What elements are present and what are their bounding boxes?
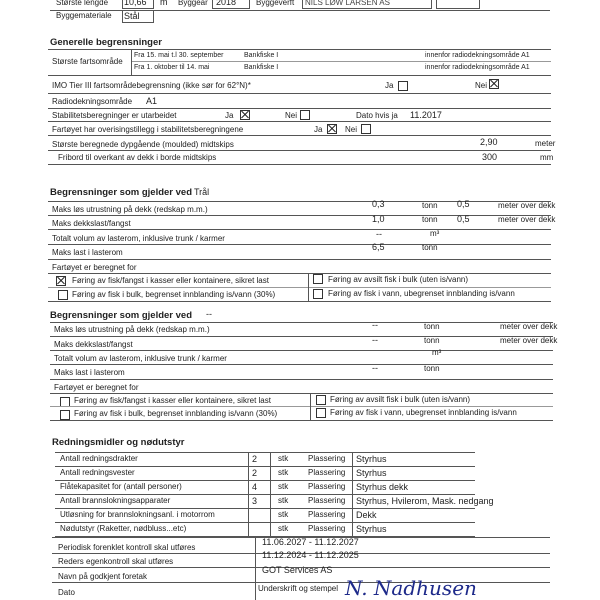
redning-col-line	[352, 452, 353, 536]
b2-line-350	[50, 350, 553, 351]
b1-title: Begrensninger som gjelder ved	[50, 187, 193, 198]
b1-row1-unit: tonn	[422, 201, 438, 210]
b1-opt3-checkbox[interactable]	[58, 290, 68, 300]
b1-row1-label: Maks løs utrustning på dekk (redskap m.m.)	[52, 205, 208, 214]
redning-row-plassering: Plassering	[308, 524, 346, 533]
signature: N. Nadhusen	[345, 576, 477, 600]
storste-lengde-label: Største lengde	[56, 0, 109, 7]
b1-opt-divider	[308, 273, 309, 301]
overising-ja-checkbox[interactable]	[327, 124, 337, 134]
b2-opt-divider	[310, 393, 311, 420]
overising-ja-label: Ja	[314, 125, 323, 134]
b1-row1-val: 0,3	[372, 199, 385, 209]
imo-nei-label: Nei	[475, 81, 488, 90]
egenkontroll-label: Reders egenkontroll skal utføres	[58, 557, 174, 566]
dato-label: Dato	[58, 588, 75, 597]
b1-row1-val2: 0,5	[457, 199, 470, 209]
b2-ved-value: --	[206, 309, 212, 319]
byggemateriale-label: Byggemateriale	[56, 11, 112, 20]
imo-label: IMO Tier III fartsområdebegrensning (ikke sør for 62°N)*	[52, 81, 251, 90]
byggeverft-value: NILS LØW LARSEN AS	[305, 0, 390, 7]
redning-row-place: Styrhus dekk	[356, 482, 409, 492]
period1-note: innenfor radiodekningsområde A1	[425, 52, 530, 59]
period2-value: Bankfiske I	[244, 64, 279, 71]
redning-col-line	[248, 452, 249, 536]
b2-row1-label: Maks løs utrustning på dekk (redskap m.m.)	[54, 325, 210, 334]
foretak-value: GOT Services AS	[262, 565, 333, 575]
b1-row4-val: 6,5	[372, 242, 385, 252]
b2-row3-label: Totalt volum av lasterom, inklusive trunk / karmer	[54, 354, 227, 363]
b1-row3-val: --	[376, 229, 382, 239]
b2-row1-unit: tonn	[424, 322, 440, 331]
b1-row1-unit2: meter over dekk	[498, 201, 556, 210]
redning-line	[55, 508, 475, 509]
redning-row-label: Antall brannslokningsapparater	[60, 496, 171, 505]
redning-row-place: Styrhus, Hvilerom, Mask. nedgang	[356, 496, 494, 506]
line-121	[48, 121, 551, 122]
redning-line	[55, 452, 475, 453]
imo-ja-label: Ja	[385, 81, 394, 90]
stab-ja-checkbox[interactable]	[240, 110, 250, 120]
redning-row-stk: stk	[278, 524, 289, 533]
b1-beregnet-label: Fartøyet er beregnet for	[52, 263, 137, 272]
redning-row-plassering: Plassering	[308, 468, 346, 477]
byggeverft-label: Byggeverft	[256, 0, 295, 7]
b2-opt2-label: Føring av avsilt fisk i bulk (uten is/vann)	[330, 395, 471, 404]
redning-row-plassering: Plassering	[308, 454, 346, 463]
dypgaende-value: 2,90	[480, 137, 498, 147]
b1-row2-label: Maks dekkslast/fangst	[52, 219, 131, 228]
redning-row-plassering: Plassering	[308, 482, 346, 491]
b2-opt1-label: Føring av fisk/fangst i kasser eller kontainere, sikret last	[74, 396, 271, 405]
byggear-label: Byggeår	[178, 0, 208, 7]
fribord-unit: mm	[540, 153, 554, 162]
imo-ja-checkbox[interactable]	[398, 81, 408, 91]
b1-opt2-checkbox[interactable]	[313, 274, 323, 284]
generelle-title: Generelle begrensninger	[50, 37, 162, 48]
b1-opt1-checkbox[interactable]	[56, 276, 66, 286]
redning-row-count: 3	[252, 496, 258, 506]
redning-row-plassering: Plassering	[308, 510, 346, 519]
line-75	[48, 75, 551, 76]
redning-row-stk: stk	[278, 510, 289, 519]
b1-line-287	[48, 287, 551, 288]
foretak-label: Navn på godkjent foretak	[58, 572, 147, 581]
redning-row-stk: stk	[278, 454, 289, 463]
overising-label: Fartøyet har overisingstillegg i stabilitetsberegningene	[52, 125, 244, 134]
redning-row-label: Antall redningsvester	[60, 468, 135, 477]
b1-line-229	[48, 229, 551, 230]
b2-opt3-checkbox[interactable]	[60, 410, 70, 420]
b2-line-336	[50, 336, 553, 337]
generelle-top-line	[48, 49, 551, 50]
redning-row-label: Utløsning for brannslokningsanl. i motorrom	[60, 510, 215, 519]
b1-opt4-label: Føring av fisk i vann, ubegrenset innblanding is/vann	[328, 289, 515, 298]
redning-line	[55, 466, 475, 467]
redning-row-stk: stk	[278, 496, 289, 505]
redning-row-count: 2	[252, 454, 258, 464]
stab-nei-label: Nei	[285, 111, 298, 120]
b2-row1-val: --	[372, 320, 378, 330]
redning-row-stk: stk	[278, 482, 289, 491]
line-135	[48, 135, 551, 136]
b2-line-420	[50, 420, 553, 421]
b2-row1-unit2: meter over dekk	[500, 322, 558, 331]
redning-line	[55, 494, 475, 495]
b2-line-393	[50, 393, 553, 394]
b2-row2-val: --	[372, 335, 378, 345]
line-93	[48, 93, 551, 94]
period1-value: Bankfiske I	[244, 52, 279, 59]
dato-hvis-ja-value: 11.2017	[410, 110, 442, 120]
period1-label: Fra 15. mai t.l 30. september	[134, 52, 224, 59]
b2-row4-label: Maks last i lasterom	[54, 368, 125, 377]
periodisk-label: Periodisk forenklet kontroll skal utføres	[58, 543, 196, 552]
b2-line-379	[50, 379, 553, 380]
b1-line-259	[48, 259, 551, 260]
fartsomrade-divider	[131, 49, 132, 75]
b1-opt2-label: Føring av avsilt fisk i bulk (uten is/vann)	[328, 275, 469, 284]
dypgaende-unit: meter	[535, 139, 556, 148]
b1-opt4-checkbox[interactable]	[313, 289, 323, 299]
redning-row-place: Styrhus	[356, 454, 387, 464]
b1-row2-unit: tonn	[422, 215, 438, 224]
storste-lengde-value: 10,66	[124, 0, 147, 7]
redning-line	[55, 480, 475, 481]
b2-line-322	[50, 322, 553, 323]
period2-label: Fra 1. oktober til 14. mai	[134, 64, 210, 71]
b2-opt2-checkbox[interactable]	[316, 395, 326, 405]
b1-opt1-label: Føring av fisk/fangst i kasser eller kontainere, sikret last	[72, 276, 269, 285]
b1-line-301	[48, 301, 551, 302]
b1-row2-unit2: meter over dekk	[498, 215, 556, 224]
radio-value: A1	[146, 96, 158, 106]
fribord-label: Fribord til overkant av dekk i borde midtskips	[58, 153, 217, 162]
redning-row-count: 2	[252, 468, 258, 478]
redning-row-place: Dekk	[356, 510, 377, 520]
stab-nei-checkbox[interactable]	[300, 110, 310, 120]
fribord-value: 300	[482, 152, 498, 162]
dato-hvis-ja-label: Dato hvis ja	[356, 111, 398, 120]
underskrift-label: Underskrift og stempel	[258, 584, 339, 593]
egenkontroll-value: 11.12.2024 - 11.12.2025	[262, 550, 359, 560]
overising-nei-checkbox[interactable]	[361, 124, 371, 134]
line-150	[48, 150, 551, 151]
redning-row-count: 4	[252, 482, 258, 492]
redning-row-label: Nødutstyr (Raketter, nødbluss...etc)	[60, 524, 187, 533]
b2-line-364	[50, 364, 553, 365]
b2-row2-unit: tonn	[424, 336, 440, 345]
b2-title: Begrensninger som gjelder ved	[50, 310, 193, 321]
unit-m: m	[160, 0, 168, 7]
b1-row4-unit: tonn	[422, 243, 438, 252]
b1-ved-value: Trål	[194, 187, 210, 197]
overising-nei-label: Nei	[345, 125, 358, 134]
b2-row2-label: Maks dekkslast/fangst	[54, 340, 133, 349]
b1-row2-val2: 0,5	[457, 214, 470, 224]
b1-row4-label: Maks last i lasterom	[52, 248, 123, 257]
period2-note: innenfor radiodekningsområde A1	[425, 64, 530, 71]
b2-row3-unit: m³	[432, 348, 442, 357]
redning-row-label: Flåtekapasitet for (antall personer)	[60, 482, 182, 491]
line-108	[48, 108, 551, 109]
b2-row4-unit: tonn	[424, 364, 440, 373]
byggear-value: 2018	[216, 0, 237, 7]
storste-fartsomrade-label: Største fartsområde	[52, 57, 123, 66]
b1-opt3-label: Føring av fisk i bulk, begrenset innblanding is/vann (30%)	[72, 290, 276, 299]
b1-row3-unit: m³	[430, 229, 440, 238]
top-extra-field	[436, 0, 480, 9]
radio-label: Radiodekningsområde	[52, 97, 133, 106]
redning-row-place: Styrhus	[356, 468, 387, 478]
b1-line-244	[48, 244, 551, 245]
redning-row-stk: stk	[278, 468, 289, 477]
redning-title: Redningsmidler og nødutstyr	[52, 437, 185, 448]
b2-row4-val: --	[372, 363, 378, 373]
kontroll-divider	[255, 537, 256, 600]
periodisk-value: 11.06.2027 - 11.12.2027	[262, 537, 359, 547]
b2-opt4-checkbox[interactable]	[316, 408, 326, 418]
b1-row3-label: Totalt volum av lasterom, inklusive trunk / karmer	[52, 234, 225, 243]
dypgaende-label: Største beregnede dypgående (moulded) midtskips	[52, 140, 234, 149]
redning-row-label: Antall redningsdrakter	[60, 454, 138, 463]
line-164	[48, 164, 551, 165]
b2-beregnet-label: Fartøyet er beregnet for	[54, 383, 139, 392]
redning-line	[55, 522, 475, 523]
byggemateriale-value: Stål	[124, 11, 140, 21]
b2-line-406	[50, 406, 553, 407]
imo-nei-checkbox[interactable]	[489, 79, 499, 89]
b1-line-201	[48, 201, 551, 202]
b1-line-215	[48, 215, 551, 216]
stab-ja-label: Ja	[225, 111, 234, 120]
b1-row2-val: 1,0	[372, 214, 385, 224]
b2-opt3-label: Føring av fisk i bulk, begrenset innblanding is/vann (30%)	[74, 409, 278, 418]
b2-opt4-label: Føring av fisk i vann, ubegrenset innblanding is/vann	[330, 408, 517, 417]
redning-row-place: Styrhus	[356, 524, 387, 534]
b2-row2-unit2: meter over dekk	[500, 336, 558, 345]
b1-line-273	[48, 273, 551, 274]
stab-label: Stabilitetsberegninger er utarbeidet	[52, 111, 177, 120]
redning-col-line	[270, 452, 271, 536]
redning-row-plassering: Plassering	[308, 496, 346, 505]
period-divider	[132, 61, 551, 62]
